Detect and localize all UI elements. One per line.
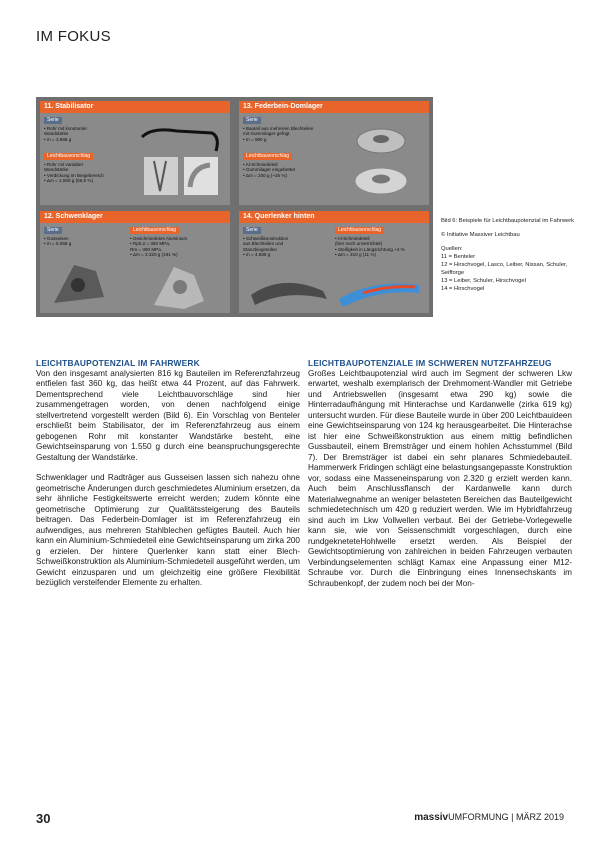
- source-item: 12 = Hirschvogel, Lasco, Leiber, Nissan, Schuler, Seifforge: [441, 262, 568, 276]
- left-column: [36, 358, 300, 599]
- issue-date: MÄRZ 2019: [515, 812, 564, 822]
- serie-text: • Gusseisen • m = 5.068 g: [44, 236, 72, 247]
- panel-title: 12. Schwenklager: [40, 211, 230, 223]
- figure-caption: [441, 217, 581, 293]
- section-heading: LEICHTBAUPOTENZIALE IM SCHWEREN NUTZFAHRZEUG: [308, 358, 552, 368]
- brand-bold: massiv: [414, 812, 449, 823]
- panel-title: 13. Federbein-Domlager: [239, 101, 429, 113]
- source-item: 11 = Benteler: [441, 254, 476, 260]
- panel-schwenklager: [40, 211, 230, 313]
- serie-tag: Serie: [44, 227, 62, 234]
- serie-text: • Bauteil aus mehreren Blechteilen mit Gummilager gefügt • m = 960 g: [243, 126, 314, 142]
- source-item: 13 = Leiber, Schuler, Hirschvogel: [441, 278, 526, 284]
- panel-querlenker-hinten: [239, 211, 429, 313]
- lb-text: • Rohr mit variabler Wandstärke • Verdickung im Biegebereich • Δm = 1.550 g (56,5 %): [44, 162, 104, 184]
- lb-tag: Leichtbauvorschlag: [243, 153, 292, 160]
- right-column: [308, 358, 572, 599]
- section-label: IM FOKUS: [36, 28, 111, 45]
- serie-text: • Schweißkonstruktion aus Blechteilen und Stanzbiegeteilen • m = 4.889 g: [243, 236, 289, 258]
- publication-brand: [414, 812, 564, 823]
- lb-tag: Leichtbauvorschlag: [335, 227, 384, 234]
- serie-tag: Serie: [44, 117, 62, 124]
- lb-tag: Leichtbauvorschlag: [130, 227, 179, 234]
- caption-credit: © Initiative Massiver Leichtbau: [441, 232, 520, 238]
- lb-text: • Al-Schmiedeteil • Gummilager eingebettet • Δm = 200 g (~25 %): [243, 162, 295, 178]
- lb-text: • Geschmiedetes Aluminium • Rp0,2 = 350 MPa, Rm = 390 MPa • Δm = 3.320 g (191 %): [130, 236, 188, 258]
- stabilisator-image: [132, 117, 226, 201]
- caption-text: Bild 6: Beispiele für Leichtbaupotenzial im Fahrwerk: [441, 218, 575, 224]
- page-number: 30: [36, 811, 51, 826]
- lb-tag: Leichtbauvorschlag: [44, 153, 93, 160]
- lb-text: • Al-Schmiedeteil (hier noch unverrichtet) • Steifigkeit in Längsrichtung +4 % • Δm = 310 g (11 %): [335, 236, 405, 258]
- panel-federbein-domlager: [239, 101, 429, 205]
- panel-title: 11. Stabilisator: [40, 101, 230, 113]
- figure-leichtbau-fahrwerk: [36, 97, 433, 317]
- paragraph: Schwenklager und Radträger aus Gusseisen lassen sich nahezu ohne geometrische Änderungen durch geschmiedetes Aluminium ersetzen, da sehr ähnliche Festigkeitswerte erreicht werden; zudem könnte eine geometrische Optimierung zur Qualitätssteigerung des Bauteils beitragen. Das Federbein-Domlager ist im Referenzfahrzeug ein aufwendiges, aus mehreren Stahlblechen gefügtes Bauteil. Auch hier kann ein Aluminium-Schmiedeteil eine Gewichtseinsparung um zirka 200 g erzielen. Der hintere Querlenker kann statt einer Blech-Schweißkonstruktion als Aluminium-Schmiedeteil ausgeführt werden, um Gewicht einzusparen und um gleichzeitig eine größere Flexibilität bezüglich versteifender Elemente zu erhalten.: [36, 473, 300, 587]
- panel-stabilisator: [40, 101, 230, 205]
- section-heading: LEICHTBAUPOTENZIAL IM FAHRWERK: [36, 358, 200, 368]
- serie-text: • Rohr mit konstanter Wandstärke • m = 3.888 g: [44, 126, 87, 142]
- schwenklager-image: [44, 253, 226, 311]
- source-item: 14 = Hirschvogel: [441, 286, 485, 292]
- panel-title: 14. Querlenker hinten: [239, 211, 429, 223]
- paragraph: Von den insgesamt analysierten 816 kg Bauteilen im Referenzfahrzeug entfielen fast 360 kg, das heißt etwa 44 Prozent, auf das Fahrwerk. Dementsprechend viele Leichtbauvorschläge sind hier zusammengetragen worden, von denen nachfolgend einige stellvertretend vorgestellt werden (Bild 6). Ein Vorschlag von Benteler erschließt beim Stabilisator, der im Referenzfahrzeug aus einem gebogenen Rohr mit konstanter Wandstärke besteht, eine Gewichtseinsparung von 1.550 g durch eine beanspruchungsgerechte Gestaltung der Wandstärke.: [36, 368, 300, 462]
- paragraph: Großes Leichtbaupotenzial wird auch im Segment der schweren Lkw erwartet, weshalb exemplarisch der Drehmoment-Wandler mit Getriebe und Antriebswellen (insgesamt etwa 290 kg) sowie die Hinterradaufhängung mit Hinterachse und Kardanwelle (zirka 619 kg) untersucht wurden. Für diese Bauteile wurde in über 200 Leichtbauideen eine Gewichtseinsparung von 124 kg herausgearbeitet. Die Hinterachse ist hier eine Schweißkonstruktion aus einem mittig befindlichen Gussbauteil, einem Bremsträger und einem hohlen Achsstummel (Bild 7). Der Bremsträger ist dabei ein sehr planares Schmiedebauteil. Hammerwerk Fridingen schlägt eine belastungsangepasste Konstruktion vor, sodass eine Masseneinsparung von 2.320 g erzielt werden kann. Auch beim Anschlussflansch der Kardanwelle kann durch Materialwegnahme an weniger belasteten Bereichen das Bauteilgewicht schmiedetechnisch um 420 g reduziert werden. Wie im Hybridfahrzeug sind auch im Lkw Vollwellen verbaut. Bei der Getriebe-Vorlegewelle kann sie, wie von Seissenschmidt vorgeschlagen, durch eine rundgekneteteHohlwelle ersetzt werden. Als Beispiel der Gewichtsoptimierung von zahlreichen in beiden Fahrzeugen verbauten Verbindungselementen schlägt Kamax eine Anpassung einer M12-Schraube vor. Durch die Einbringung eines Innensechskants im Schraubenkopf, der zudem noch bei der Mon-: [308, 368, 572, 588]
- serie-tag: Serie: [243, 117, 261, 124]
- brand-divider: |: [511, 812, 516, 822]
- serie-tag: Serie: [243, 227, 261, 234]
- sources-label: Quellen:: [441, 246, 463, 252]
- brand-rest: UMFORMUNG: [448, 812, 509, 822]
- domlager-image: [339, 117, 425, 201]
- querlenker-image: [243, 265, 425, 311]
